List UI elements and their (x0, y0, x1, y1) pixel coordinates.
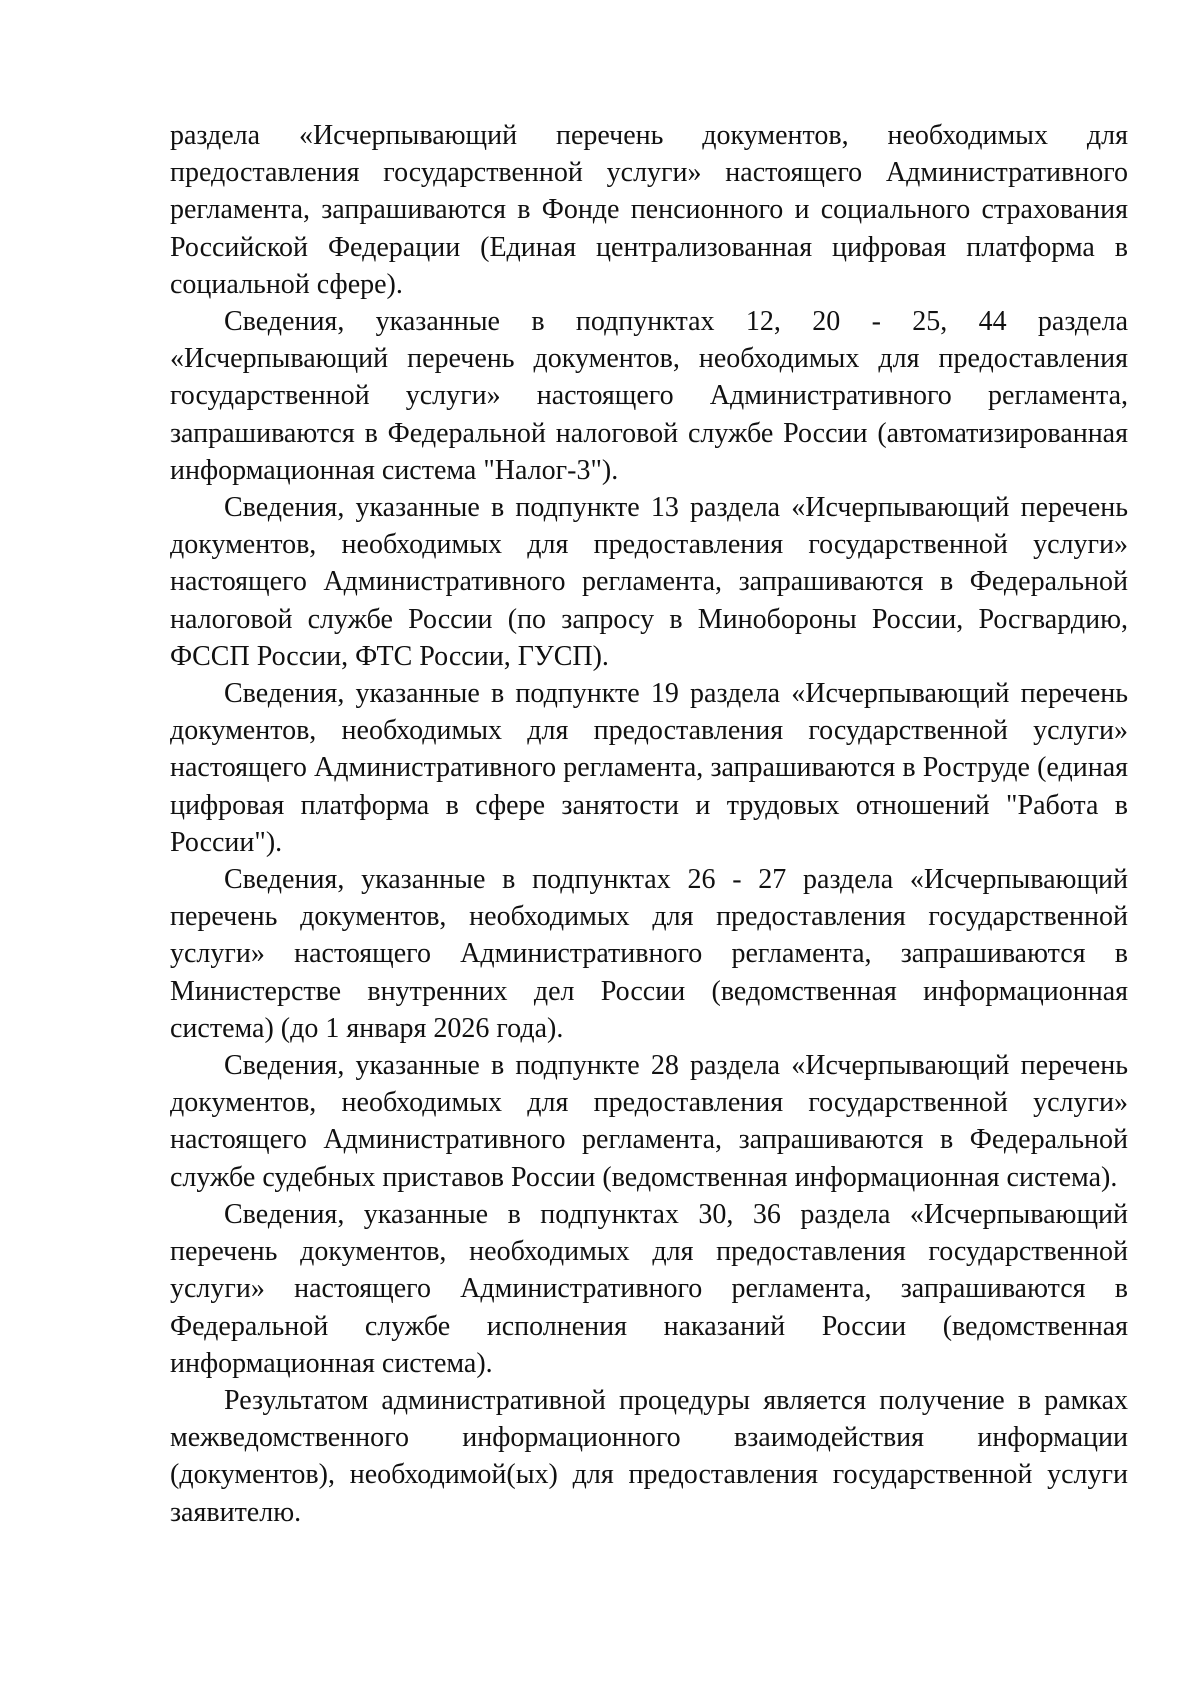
paragraph-fsin-subitems-30-36: Сведения, указанные в подпунктах 30, 36 раздела «Исчерпывающий перечень документов, необходимых для предоставления государственной услуги» настоящего Административного регламента, запрашиваются в Федеральной службе исполнения наказаний России (ведомственная информационная система). (170, 1198, 1128, 1379)
document-body (170, 117, 1128, 1531)
paragraph-result: Результатом административной процедуры является получение в рамках межведомственного информационного взаимодействия информации (документов), необходимой(ых) для предоставления государственной услуги заявителю. (170, 1384, 1128, 1528)
paragraph-continuation: раздела «Исчерпывающий перечень документов, необходимых для предоставления государственной услуги» настоящего Административного регламента, запрашиваются в Фонде пенсионного и социального страхования Российской Федерации (Единая централизованная цифровая платформа в социальной сфере). (170, 120, 1128, 300)
paragraph-mvd-subitems-26-27: Сведения, указанные в подпунктах 26 - 27 раздела «Исчерпывающий перечень документов, необходимых для предоставления государственной услуги» настоящего Административного регламента, запрашиваются в Министерстве внутренних дел России (ведомственная информационная система) (до 1 января 2026 года). (170, 864, 1128, 1044)
paragraph-rostrud-subitem-19: Сведения, указанные в подпункте 19 раздела «Исчерпывающий перечень документов, необходимых для предоставления государственной услуги» настоящего Административного регламента, запрашиваются в Роструде (единая цифровая платформа в сфере занятости и трудовых отношений "Работа в России"). (170, 678, 1128, 858)
paragraph-fssp-subitem-28: Сведения, указанные в подпункте 28 раздела «Исчерпывающий перечень документов, необходимых для предоставления государственной услуги» настоящего Административного регламента, запрашиваются в Федеральной службе судебных приставов России (ведомственная информационная система). (170, 1050, 1128, 1193)
paragraph-fns-subitem-13: Сведения, указанные в подпункте 13 раздела «Исчерпывающий перечень документов, необходимых для предоставления государственной услуги» настоящего Административного регламента, запрашиваются в Федеральной налоговой службе России (по запросу в Минобороны России, Росгвардию, ФССП России, ФТС России, ГУСП). (170, 492, 1128, 672)
paragraph-fns-subitems-12-20-25-44: Сведения, указанные в подпунктах 12, 20 - 25, 44 раздела «Исчерпывающий перечень документов, необходимых для предоставления государственной услуги» настоящего Административного регламента, запрашиваются в Федеральной налоговой службе России (автоматизированная информационная система "Налог-3"). (170, 306, 1128, 486)
